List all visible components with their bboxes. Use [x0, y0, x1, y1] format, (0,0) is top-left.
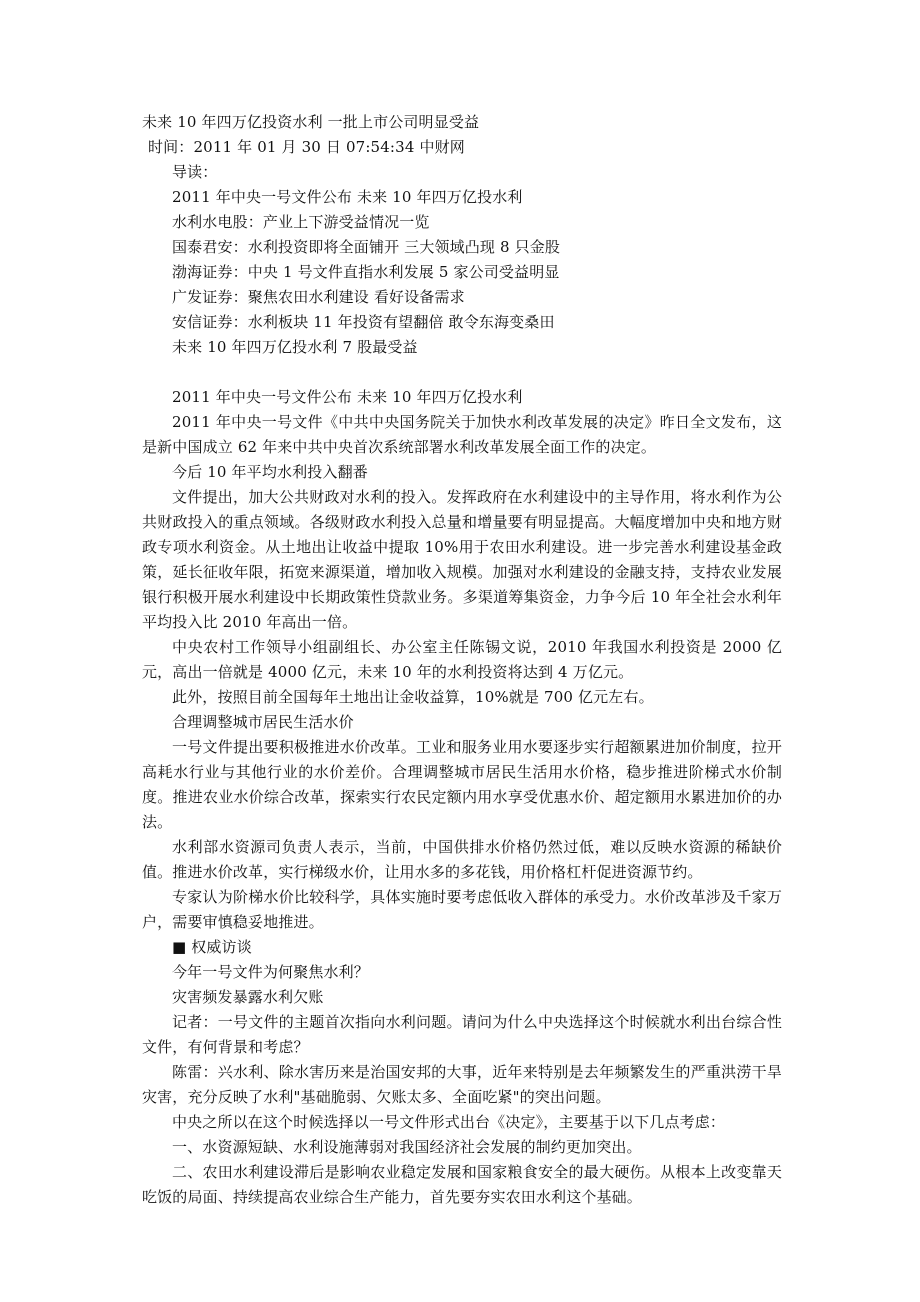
- guide-item: 未来 10 年四万亿投水利 7 股最受益: [172, 338, 418, 356]
- bullet-heading: ■ 权威访谈: [172, 938, 252, 956]
- subheading: 今后 10 年平均水利投入翻番: [172, 463, 368, 481]
- guide-item: 安信证券：水利板块 11 年投资有望翻倍 敢令东海变桑田: [172, 313, 555, 331]
- paragraph: 一、水资源短缺、水利设施薄弱对我国经济社会发展的制约更加突出。: [172, 1138, 642, 1156]
- paragraph: 陈雷：兴水利、除水害历来是治国安邦的大事，近年来特别是去年频繁发生的严重洪涝干旱灾害，充分反映了水利"基础脆弱、欠账太多、全面吃紧"的突出问题。: [142, 1063, 782, 1106]
- article-title: 未来 10 年四万亿投资水利 一批上市公司明显受益: [142, 113, 480, 131]
- document-page: [142, 110, 782, 1210]
- paragraph: 文件提出，加大公共财政对水利的投入。发挥政府在水利建设中的主导作用，将水利作为公共财政投入的重点领域。各级财政水利投入总量和增量要有明显提高。大幅度增加中央和地方财政专项水利资金。从土地出让收益中提取 10%用于农田水利建设。进一步完善水利建设基金政策，延长征收年限，拓宽来源渠道，增加收入规模。加强对水利建设的金融支持，支持农业发展银行积极开展水利建设中长期政策性贷款业务。多渠道筹集资金，力争今后 10 年全社会水利年平均投入比 2010 年高出一倍。: [142, 488, 782, 631]
- subheading: 今年一号文件为何聚焦水利？: [172, 963, 369, 981]
- guide-item: 国泰君安：水利投资即将全面铺开 三大领域凸现 8 只金股: [172, 238, 561, 256]
- blank-line: [142, 360, 782, 385]
- subheading: 合理调整城市居民生活水价: [172, 713, 354, 731]
- paragraph: 2011 年中央一号文件《中共中央国务院关于加快水利改革发展的决定》昨日全文发布，这是新中国成立 62 年来中共中央首次系统部署水利改革发展全面工作的决定。: [142, 413, 782, 456]
- paragraph: 中央农村工作领导小组副组长、办公室主任陈锡文说，2010 年我国水利投资是 2000 亿元，高出一倍就是 4000 亿元，未来 10 年的水利投资将达到 4 万亿元。: [142, 638, 782, 681]
- section-heading: 2011 年中央一号文件公布 未来 10 年四万亿投水利: [172, 388, 523, 406]
- paragraph: 一号文件提出要积极推进水价改革。工业和服务业用水要逐步实行超额累进加价制度，拉开高耗水行业与其他行业的水价差价。合理调整城市居民生活用水价格，稳步推进阶梯式水价制度。推进农业水价综合改革，探索实行农民定额内用水享受优惠水价、超定额用水累进加价的办法。: [142, 738, 782, 831]
- paragraph: 专家认为阶梯水价比较科学，具体实施时要考虑低收入群体的承受力。水价改革涉及千家万户，需要审慎稳妥地推进。: [142, 888, 782, 931]
- paragraph: 记者：一号文件的主题首次指向水利问题。请问为什么中央选择这个时候就水利出台综合性文件，有何背景和考虑？: [142, 1013, 782, 1056]
- guide-item: 2011 年中央一号文件公布 未来 10 年四万亿投水利: [172, 188, 523, 206]
- article-meta: 时间：2011 年 01 月 30 日 07:54:34 中财网: [148, 138, 465, 156]
- guide-label: 导读：: [172, 163, 218, 181]
- paragraph: 水利部水资源司负责人表示，当前，中国供排水价格仍然过低，难以反映水资源的稀缺价值。推进水价改革，实行梯级水价，让用水多的多花钱，用价格杠杆促进资源节约。: [142, 838, 782, 881]
- guide-item: 渤海证券：中央 1 号文件直指水利发展 5 家公司受益明显: [172, 263, 560, 281]
- paragraph: 中央之所以在这个时候选择以一号文件形式出台《决定》，主要基于以下几点考虑：: [172, 1113, 726, 1131]
- guide-item: 水利水电股：产业上下游受益情况一览: [172, 213, 430, 231]
- paragraph: 二、农田水利建设滞后是影响农业稳定发展和国家粮食安全的最大硬伤。从根本上改变靠天吃饭的局面、持续提高农业综合生产能力，首先要夯实农田水利这个基础。: [142, 1163, 782, 1206]
- subheading: 灾害频发暴露水利欠账: [172, 988, 324, 1006]
- guide-item: 广发证券：聚焦农田水利建设 看好设备需求: [172, 288, 465, 306]
- paragraph: 此外，按照目前全国每年土地出让金收益算，10%就是 700 亿元左右。: [172, 688, 654, 706]
